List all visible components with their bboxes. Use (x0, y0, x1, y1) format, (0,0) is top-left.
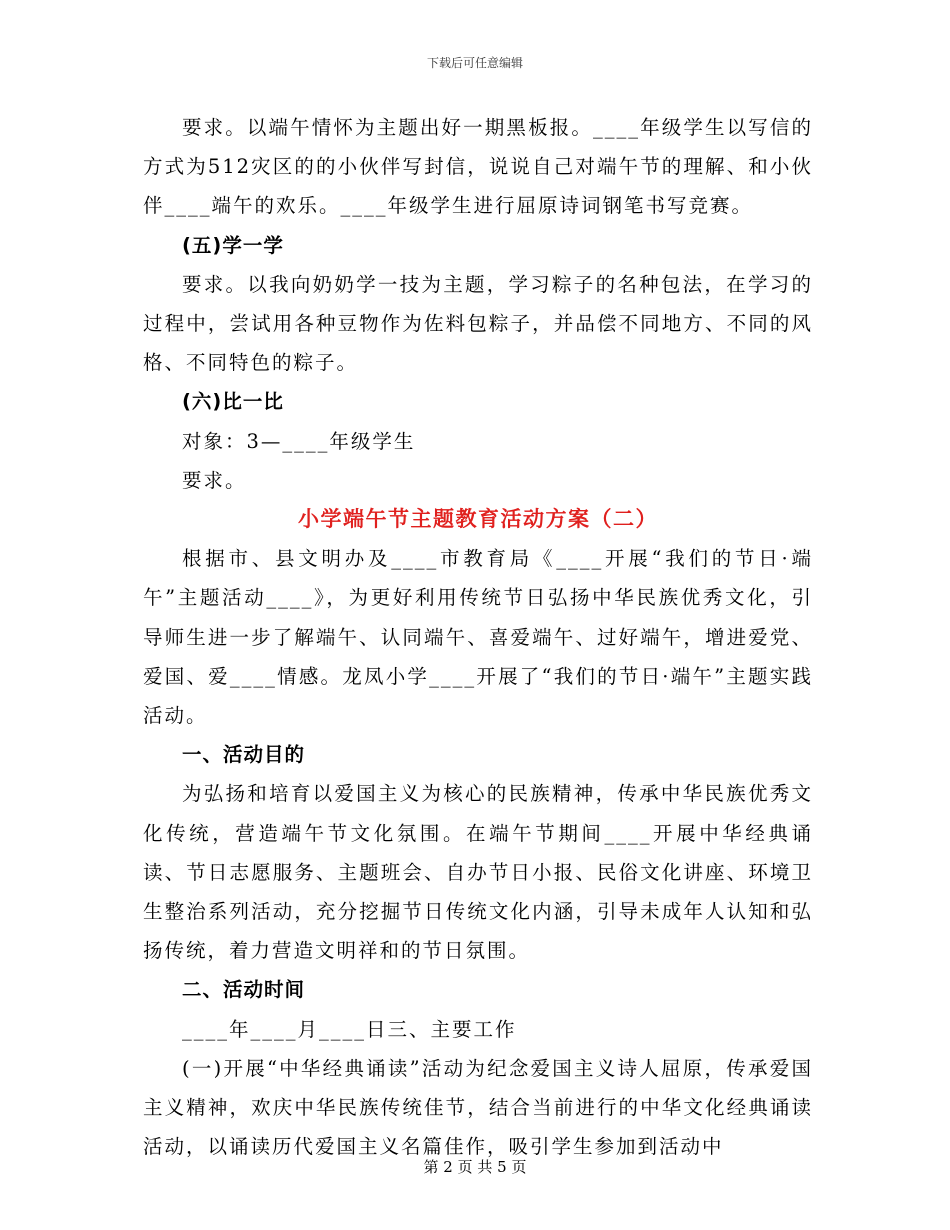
section-heading: (六)比一比 (182, 390, 284, 414)
paragraph: 对象：3—____年级学生 (182, 429, 416, 453)
section-heading: 二、活动时间 (182, 978, 306, 1002)
paragraph: 要求。以端午情怀为主题出好一期黑板报。____年级学生以写信的方式为512灾区的的小伙伴写封信，说说自己对端午节的理解、和小伙伴____端午的欢乐。____年级学生进行屈原诗词钢笔书写竞赛。 (143, 116, 813, 218)
paragraph: 要求。 (182, 468, 247, 492)
paragraph: 要求。以我向奶奶学一技为主题，学习粽子的名种包法，在学习的过程中，尝试用各种豆物作为佐料包粽子，并品偿不同地方、不同的风格、不同特色的粽子。 (143, 272, 813, 375)
paragraph: ____年____月____日三、主要工作 (182, 1017, 517, 1041)
page-footer: 第 2 页 共 5 页 (423, 1158, 527, 1176)
paragraph: 根据市、县文明办及____市教育局《____开展“我们的节日·端午”主题活动____》，为更好利用传统节日弘扬中华民族优秀文化，引导师生进一步了解端午、认同端午、喜爱端午、过好端午，增进爱党、爱国、爱____情感。龙凤小学____开展了“我们的节日·端午”主题实践活动。 (143, 547, 813, 728)
document-title: 小学端午节主题教育活动方案（二） (298, 507, 658, 532)
section-heading: 一、活动目的 (182, 743, 306, 767)
paragraph: (一)开展“中华经典诵读”活动为纪念爱国主义诗人屈原，传承爱国主义精神，欢庆中华民族传统佳节，结合当前进行的中华文化经典诵读活动，以诵读历代爱国主义名篇佳作，吸引学生参加到活动中 (143, 1056, 813, 1159)
document-body (143, 108, 813, 1166)
page-header: 下载后可任意编辑 (426, 56, 523, 70)
section-heading: (五)学一学 (182, 233, 284, 257)
paragraph: 为弘扬和培育以爱国主义为核心的民族精神，传承中华民族优秀文化传统，营造端午节文化氛围。在端午节期间____开展中华经典诵读、节日志愿服务、主题班会、自办节日小报、民俗文化讲座、环境卫生整治系列活动，充分挖掘节日传统文化内涵，引导未成年人认知和弘扬传统，着力营造文明祥和的节日氛围。 (143, 782, 813, 963)
